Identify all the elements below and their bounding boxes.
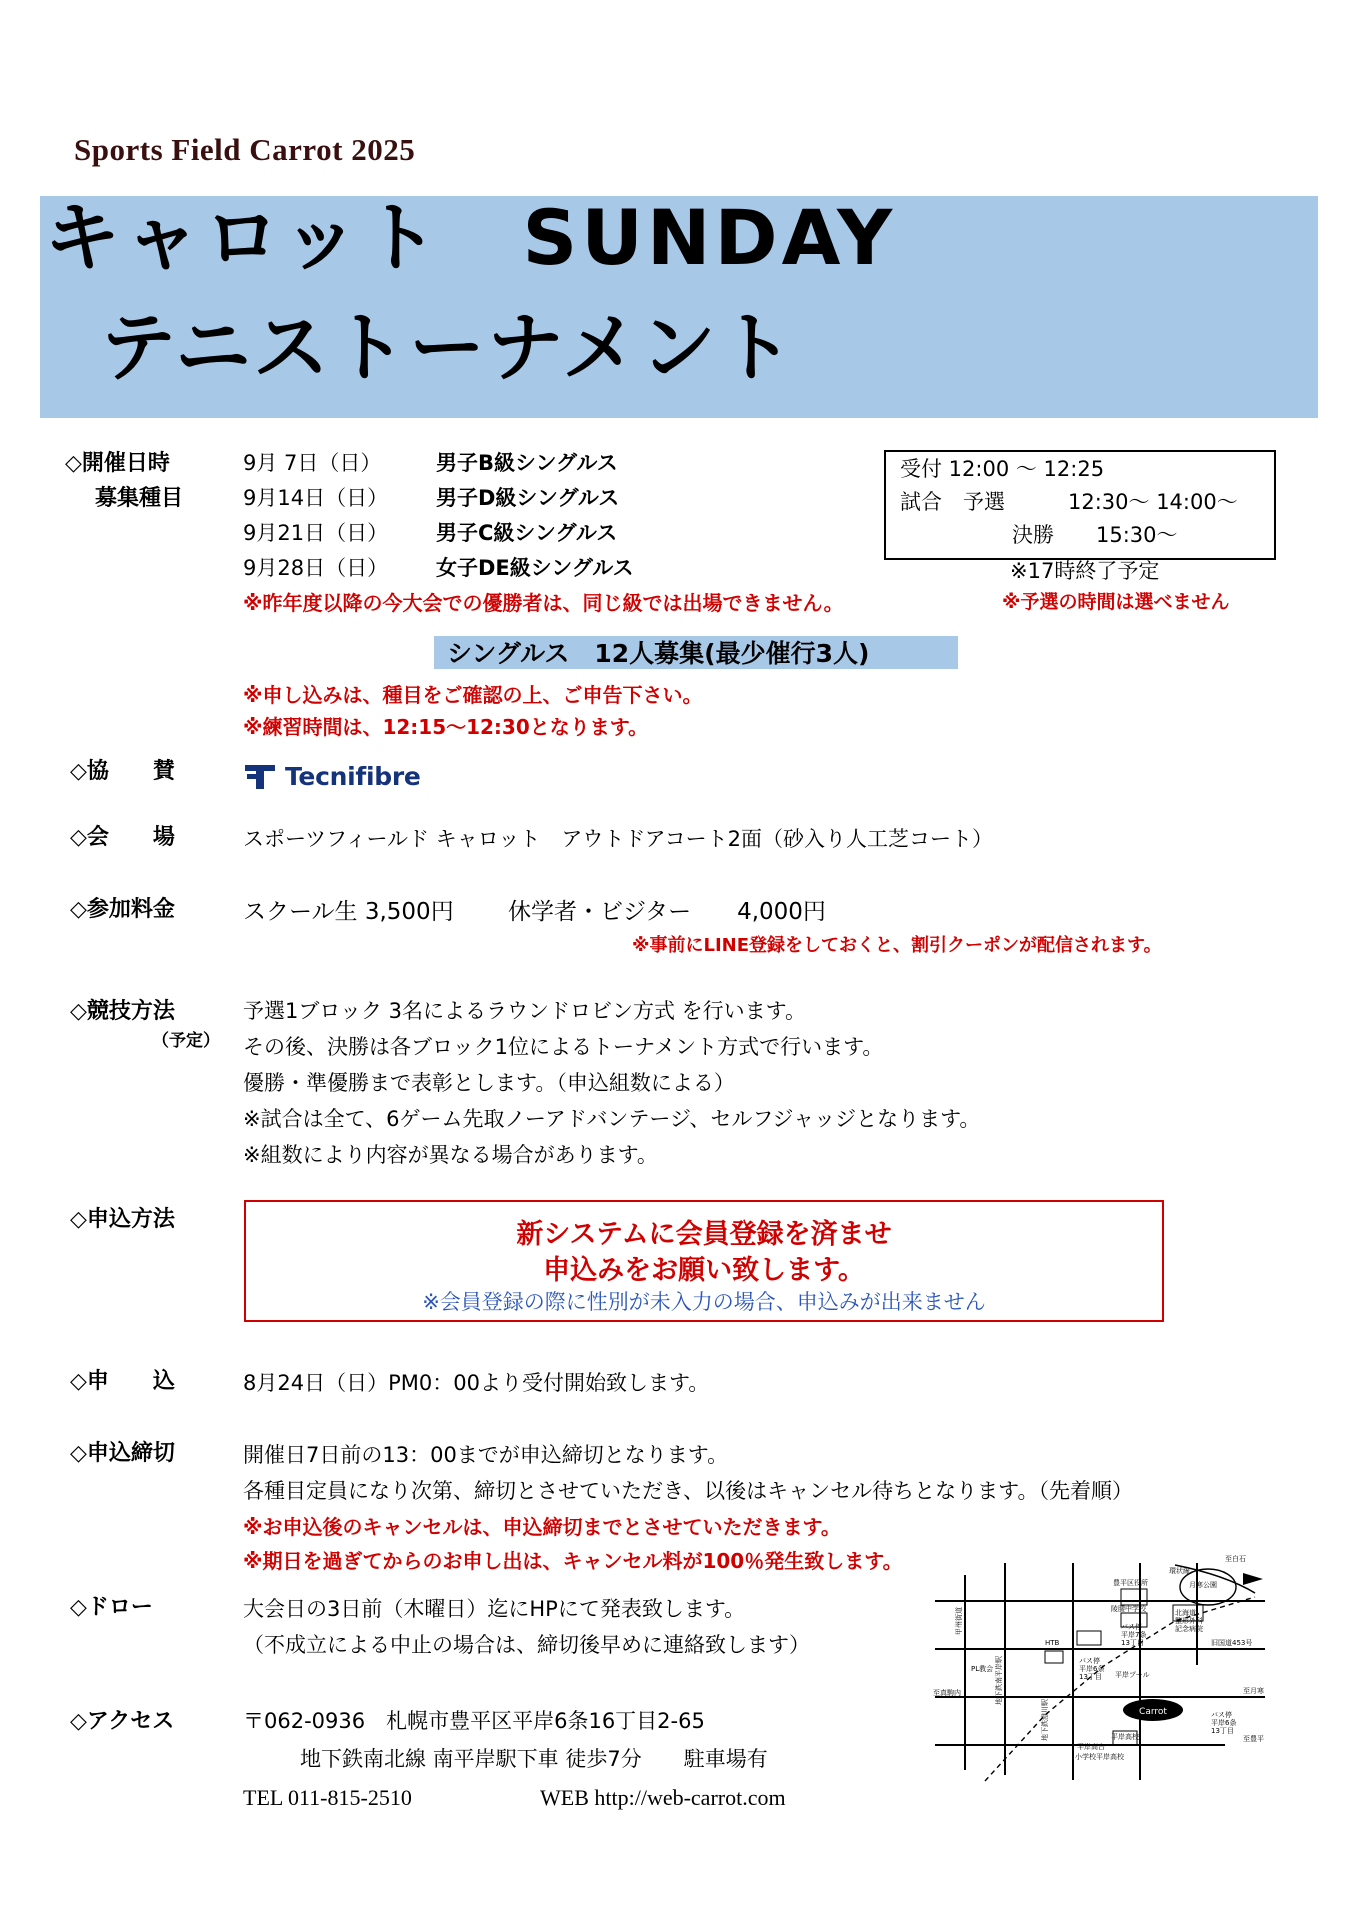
svg-text:バス停: バス停: [1121, 1623, 1142, 1631]
category-label: 募集種目: [95, 486, 184, 511]
deadline-line-4: ※期日を過ぎてからのお申し出は、キャンセル料が100％発生致します。: [243, 1549, 903, 1573]
svg-text:平岸6条: 平岸6条: [1211, 1719, 1237, 1727]
svg-text:至真駒内: 至真駒内: [933, 1689, 961, 1697]
apply-callout-line-1: 新システムに会員登録を済ませ: [516, 1219, 892, 1250]
map-drawing: [925, 1545, 1277, 1790]
format-line-4: ※試合は全て、6ゲーム先取ノーアドバンテージ、セルフジャッジとなります。: [243, 1107, 981, 1131]
apply-callout-line-3: ※会員登録の際に性別が未入力の場合、申込みが出来ません: [422, 1290, 986, 1314]
time-final: 決勝 15:30～: [1012, 523, 1178, 547]
svg-text:平岸高台: 平岸高台: [1077, 1743, 1105, 1751]
svg-text:HTB: HTB: [1045, 1639, 1060, 1647]
deadline-line-3: ※お申込後のキャンセルは、申込締切までとさせていただきます。: [243, 1515, 841, 1539]
draw-line-2: （不成立による中止の場合は、締切後早めに連絡致します）: [243, 1633, 810, 1657]
schedule-date-2: 9月21日（日）: [243, 521, 389, 545]
deadline-line-1: 開催日7日前の13：00までが申込締切となります。: [243, 1443, 729, 1467]
svg-text:至白石: 至白石: [1225, 1555, 1246, 1563]
access-line-1: 〒062-0936 札幌市豊平区平岸6条16丁目2-65: [243, 1709, 705, 1733]
format-line-3: 優勝・準優勝まで表彰とします。（申込組数による）: [243, 1071, 735, 1095]
note-no-choice: ※予選の時間は選べません: [1002, 591, 1230, 613]
format-line-1: 予選1ブロック 3名によるラウンドロビン方式 を行います。: [243, 999, 806, 1023]
note-line-coupon: ※事前にLINE登録をしておくと、割引クーポンが配信されます。: [632, 935, 1162, 956]
note-practice-time: ※練習時間は、12:15～12:30となります。: [243, 715, 649, 739]
tecnifibre-mark-icon: [243, 762, 277, 792]
svg-text:平岸高校: 平岸高校: [1111, 1733, 1139, 1741]
tecnifibre-logo: [243, 760, 443, 794]
access-map: [925, 1545, 1277, 1790]
recruit-highlight-text: シングルス 12人募集(最少催行3人): [447, 639, 870, 668]
title-line-2: テニストーナメント: [100, 303, 796, 392]
time-reception: 受付 12:00 ～ 12:25: [900, 457, 1105, 481]
access-line-2: 地下鉄南北線 南平岸駅下車 徒歩7分 駐車場有: [300, 1747, 768, 1771]
note-confirm-event: ※申し込みは、種目をご確認の上、ご申告下さい。: [243, 683, 703, 707]
svg-text:バス停: バス停: [1079, 1657, 1100, 1665]
svg-text:小学校平岸高校: 小学校平岸高校: [1075, 1753, 1124, 1761]
svg-text:13丁目: 13丁目: [1121, 1639, 1144, 1647]
time-box: [884, 450, 1276, 560]
svg-text:平岸6条: 平岸6条: [1079, 1665, 1105, 1673]
date-label: ◇開催日時: [65, 451, 170, 476]
note-champion-restriction: ※昨年度以降の今大会での優勝者は、同じ級では出場できません。: [243, 591, 844, 615]
svg-text:陵腰中学校: 陵腰中学校: [1111, 1605, 1146, 1613]
svg-text:至月寒: 至月寒: [1243, 1687, 1264, 1695]
apply-label: ◇申 込: [70, 1369, 175, 1394]
brand-line: Sports Field Carrot 2025: [74, 132, 416, 167]
apply-text: 8月24日（日）PM0：00より受付開始致します。: [243, 1371, 710, 1395]
schedule-event-1: 男子D級シングルス: [436, 486, 620, 510]
apply-method-label: ◇申込方法: [70, 1207, 175, 1232]
deadline-label: ◇申込締切: [70, 1441, 175, 1466]
svg-text:月寒公園: 月寒公園: [1189, 1581, 1217, 1589]
svg-text:PL教会: PL教会: [971, 1665, 994, 1673]
svg-text:バス停: バス停: [1211, 1711, 1232, 1719]
deadline-line-2: 各種目定員になり次第、締切とさせていただき、以後はキャンセル待ちとなります。（先着順）: [243, 1479, 1133, 1503]
svg-text:平岸7条: 平岸7条: [1121, 1631, 1147, 1639]
svg-text:Carrot: Carrot: [1139, 1707, 1167, 1717]
title-line-1: キャロット SUNDAY: [44, 193, 897, 282]
svg-text:地下鉄南平岸駅: 地下鉄南平岸駅: [995, 1656, 1003, 1705]
venue-text: スポーツフィールド キャロット アウトドアコート2面（砂入り人工芝コート）: [243, 827, 993, 851]
svg-text:13丁目: 13丁目: [1211, 1727, 1234, 1735]
format-sublabel: （予定）: [152, 1031, 220, 1051]
venue-label: ◇会 場: [70, 825, 175, 850]
note-end-time: ※17時終了予定: [1010, 559, 1160, 583]
access-web: WEB http://web-carrot.com: [540, 1785, 786, 1810]
svg-text:至豊平: 至豊平: [1243, 1735, 1264, 1743]
apply-callout-line-2: 申込みをお願い致します。: [543, 1255, 865, 1286]
schedule-date-0: 9月 7日（日）: [243, 451, 382, 475]
access-label: ◇アクセス: [70, 1709, 175, 1734]
sponsor-label: ◇協 賛: [70, 759, 175, 784]
svg-text:環状線: 環状線: [1169, 1567, 1190, 1575]
format-line-2: その後、決勝は各ブロック1位によるトーナメント方式で行います。: [243, 1035, 884, 1059]
svg-text:平岸プール: 平岸プール: [1115, 1671, 1150, 1679]
svg-text:地下鉄澄川駅: 地下鉄澄川駅: [1041, 1699, 1049, 1741]
draw-line-1: 大会日の3日前（木曜日）迄にHPにて発表致します。: [243, 1597, 746, 1621]
format-line-5: ※組数により内容が異なる場合があります。: [243, 1143, 658, 1167]
schedule-date-1: 9月14日（日）: [243, 486, 389, 510]
svg-text:旧国道453号: 旧国道453号: [1211, 1639, 1253, 1647]
schedule-event-3: 女子DE級シングルス: [436, 556, 634, 580]
fee-label: ◇参加料金: [70, 897, 175, 922]
svg-text:整形外科: 整形外科: [1175, 1617, 1203, 1625]
svg-text:豊平区役所: 豊平区役所: [1113, 1579, 1148, 1587]
schedule-event-2: 男子C級シングルス: [436, 521, 618, 545]
schedule-date-3: 9月28日（日）: [243, 556, 389, 580]
svg-text:13丁目: 13丁目: [1079, 1673, 1102, 1681]
time-match: 試合 予選 12:30～ 14:00～: [900, 490, 1238, 514]
svg-text:北海道: 北海道: [1175, 1609, 1196, 1617]
fee-student: スクール生 3,500円: [243, 899, 454, 925]
svg-text:記念病院: 記念病院: [1175, 1625, 1203, 1633]
schedule-event-0: 男子B級シングルス: [436, 451, 618, 475]
svg-text:甲州街道: 甲州街道: [955, 1607, 963, 1635]
draw-label: ◇ドロー: [70, 1595, 153, 1620]
tecnifibre-wordmark: Tecnifibre: [285, 762, 421, 791]
apply-callout-box: [244, 1200, 1164, 1322]
fee-visitor: 休学者・ビジター 4,000円: [508, 899, 826, 925]
access-tel: TEL 011-815-2510: [243, 1785, 412, 1810]
format-label: ◇競技方法: [70, 999, 175, 1024]
